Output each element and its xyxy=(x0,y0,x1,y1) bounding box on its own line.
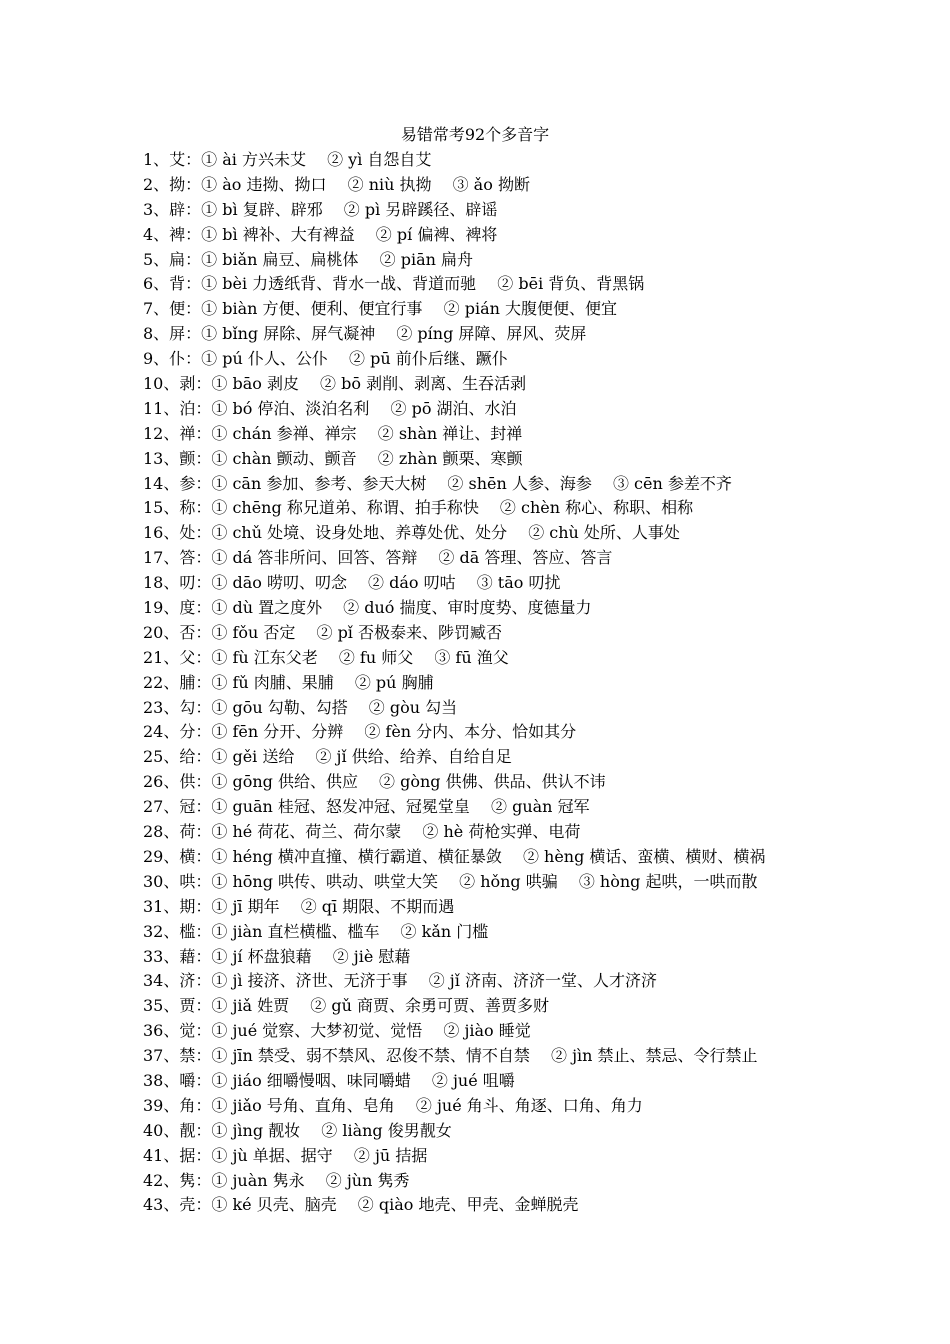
list-item: 13、颤：① chàn 颤动、颤音 ② zhàn 颤栗、寒颤 xyxy=(143,448,523,468)
list-item: 16、处：① chǔ 处境、设身处地、养尊处优、处分 ② chù 处所、人事处 xyxy=(143,523,680,543)
list-item: 32、槛：① jiàn 直栏横槛、槛车 ② kǎn 门槛 xyxy=(143,921,489,941)
list-item: 24、分：① fēn 分开、分辨 ② fèn 分内、本分、恰如其分 xyxy=(143,722,577,742)
list-item: 26、供：① gōng 供给、供应 ② gòng 供佛、供品、供认不讳 xyxy=(143,772,606,792)
list-item: 1、艾：① ài 方兴未艾 ② yì 自怨自艾 xyxy=(143,150,432,169)
list-item: 14、参：① cān 参加、参考、参天大树 ② shēn 人参、海参 ③ cēn 参差不齐 xyxy=(143,473,732,493)
list-item: 31、期：① jī 期年 ② qī 期限、不期而遇 xyxy=(143,896,455,916)
list-item: 35、贾：① jiǎ 姓贾 ② gǔ 商贾、余勇可贾、善贾多财 xyxy=(143,996,549,1016)
list-item: 37、禁：① jīn 禁受、弱不禁风、忍俊不禁、情不自禁 ② jìn 禁止、禁忌、令行禁止 xyxy=(143,1046,758,1066)
list-item: 41、据：① jù 单据、据守 ② jū 拮据 xyxy=(143,1145,428,1165)
list-item: 28、荷：① hé 荷花、荷兰、荷尔蒙 ② hè 荷枪实弹、电荷 xyxy=(143,822,581,842)
list-item: 4、裨：① bì 裨补、大有裨益 ② pí 偏裨、裨将 xyxy=(143,224,498,244)
list-item: 19、度：① dù 置之度外 ② duó 揣度、审时度势、度德量力 xyxy=(143,598,592,618)
list-item: 39、角：① jiǎo 号角、直角、皂角 ② jué 角斗、角逐、口角、角力 xyxy=(143,1095,643,1115)
list-item: 8、屏：① bǐng 屏除、屏气凝神 ② píng 屏障、屏风、荧屏 xyxy=(143,324,587,344)
list-item: 43、壳：① ké 贝壳、脑壳 ② qiào 地壳、甲壳、金蝉脱壳 xyxy=(143,1195,579,1215)
list-item: 36、觉：① jué 觉察、大梦初觉、觉悟 ② jiào 睡觉 xyxy=(143,1021,531,1041)
list-item: 27、冠：① guān 桂冠、怒发冲冠、冠冕堂皇 ② guàn 冠军 xyxy=(143,797,590,817)
list-item: 18、叨：① dāo 唠叨、叨念 ② dáo 叨咕 ③ tāo 叨扰 xyxy=(143,573,561,593)
list-item: 9、仆：① pú 仆人、公仆 ② pū 前仆后继、蹶仆 xyxy=(143,349,508,369)
list-item: 6、背：① bèi 力透纸背、背水一战、背道而驰 ② bēi 背负、背黑锅 xyxy=(143,274,645,294)
list-item: 10、剥：① bāo 剥皮 ② bō 剥削、剥离、生吞活剥 xyxy=(143,374,527,394)
list-item: 22、脯：① fǔ 肉脯、果脯 ② pú 胸脯 xyxy=(143,672,434,692)
list-item: 12、禅：① chán 参禅、禅宗 ② shàn 禅让、封禅 xyxy=(143,423,523,443)
list-item: 30、哄：① hōng 哄传、哄动、哄堂大笑 ② hǒng 哄骗 ③ hòng 起哄，一哄而散 xyxy=(143,871,758,891)
list-item: 3、辟：① bì 复辟、辟邪 ② pì 另辟蹊径、辟谣 xyxy=(143,199,498,219)
list-item: 20、否：① fǒu 否定 ② pǐ 否极泰来、陟罚臧否 xyxy=(143,622,503,642)
list-item: 25、给：① gěi 送给 ② jǐ 供给、给养、自给自足 xyxy=(143,747,512,767)
list-item: 29、横：① héng 横冲直撞、横行霸道、横征暴敛 ② hèng 横话、蛮横、横财、横祸 xyxy=(143,846,766,866)
list-item: 21、父：① fù 江东父老 ② fu 师父 ③ fū 渔父 xyxy=(143,647,509,667)
list-item: 15、称：① chēng 称兄道弟、称谓、拍手称快 ② chèn 称心、称职、相称 xyxy=(143,498,694,518)
list-item: 34、济：① jì 接济、济世、无济于事 ② jǐ 济南、济济一堂、人才济济 xyxy=(143,971,657,991)
list-item: 17、答：① dá 答非所问、回答、答辩 ② dā 答理、答应、答言 xyxy=(143,548,613,568)
list-item: 42、隽：① juàn 隽永 ② jùn 隽秀 xyxy=(143,1170,410,1190)
list-item: 2、拗：① ào 违拗、拗口 ② niù 执拗 ③ ǎo 拗断 xyxy=(143,174,530,194)
list-item: 38、嚼：① jiáo 细嚼慢咽、味同嚼蜡 ② jué 咀嚼 xyxy=(143,1070,515,1090)
list-item: 23、勾：① gōu 勾勒、勾搭 ② gòu 勾当 xyxy=(143,697,458,717)
list-item: 40、靓：① jìng 靓妆 ② liàng 俊男靓女 xyxy=(143,1120,452,1140)
entry-list xyxy=(143,148,933,1218)
list-item: 33、藉：① jí 杯盘狼藉 ② jiè 慰藉 xyxy=(143,946,411,966)
list-item: 7、便：① biàn 方便、便利、便宜行事 ② pián 大腹便便、便宜 xyxy=(143,299,618,319)
page-title: 易错常考92个多音字 xyxy=(400,125,550,144)
list-item: 5、扁：① biǎn 扁豆、扁桃体 ② piān 扁舟 xyxy=(143,249,474,269)
list-item: 11、泊：① bó 停泊、淡泊名利 ② pō 湖泊、水泊 xyxy=(143,398,517,418)
